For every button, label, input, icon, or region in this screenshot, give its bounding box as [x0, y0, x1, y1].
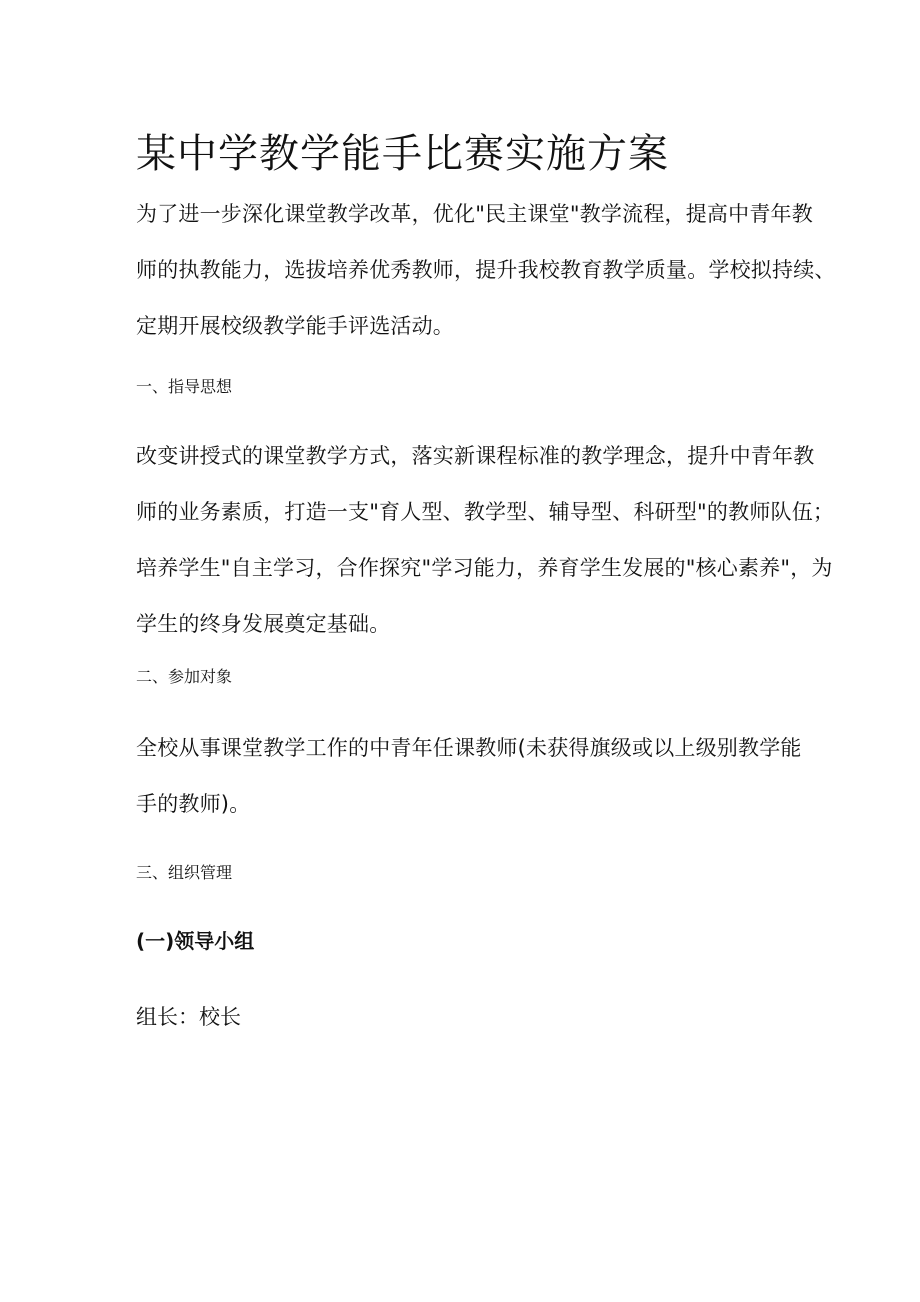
paragraph-line: 改变讲授式的课堂教学方式，落实新课程标准的教学理念，提升中青年教 — [136, 444, 815, 468]
document-title: 某中学教学能手比赛实施方案 — [136, 131, 669, 177]
intro-line: 为了进一步深化课堂教学改革，优化"民主课堂"教学流程，提高中青年教 — [136, 202, 813, 226]
paragraph-line: 培养学生"自主学习，合作探究"学习能力，养育学生发展的"核心素养"，为 — [136, 556, 833, 580]
intro-line: 定期开展校级教学能手评选活动。 — [136, 314, 454, 338]
paragraph-line: 师的业务素质，打造一支"育人型、教学型、辅导型、科研型"的教师队伍； — [136, 500, 835, 524]
section-heading-participants: 二、参加对象 — [136, 667, 233, 686]
guiding-ideology-paragraph — [136, 428, 835, 652]
participants-paragraph — [136, 720, 816, 832]
paragraph-line: 全校从事课堂教学工作的中青年任课教师(未获得旗级或以上级别教学能 — [136, 736, 802, 760]
intro-line: 师的执教能力，选拔培养优秀教师，提升我校教育教学质量。学校拟持续、 — [136, 258, 836, 282]
section-heading-guiding-ideology: 一、指导思想 — [136, 377, 233, 396]
section-heading-organization: 三、组织管理 — [136, 863, 233, 882]
paragraph-line: 手的教师)。 — [136, 792, 251, 816]
group-leader-text: 组长：校长 — [136, 1005, 241, 1029]
subheading-leadership-group: (一)领导小组 — [136, 929, 255, 953]
paragraph-line: 学生的终身发展奠定基础。 — [136, 612, 391, 636]
intro-paragraph — [136, 186, 836, 354]
